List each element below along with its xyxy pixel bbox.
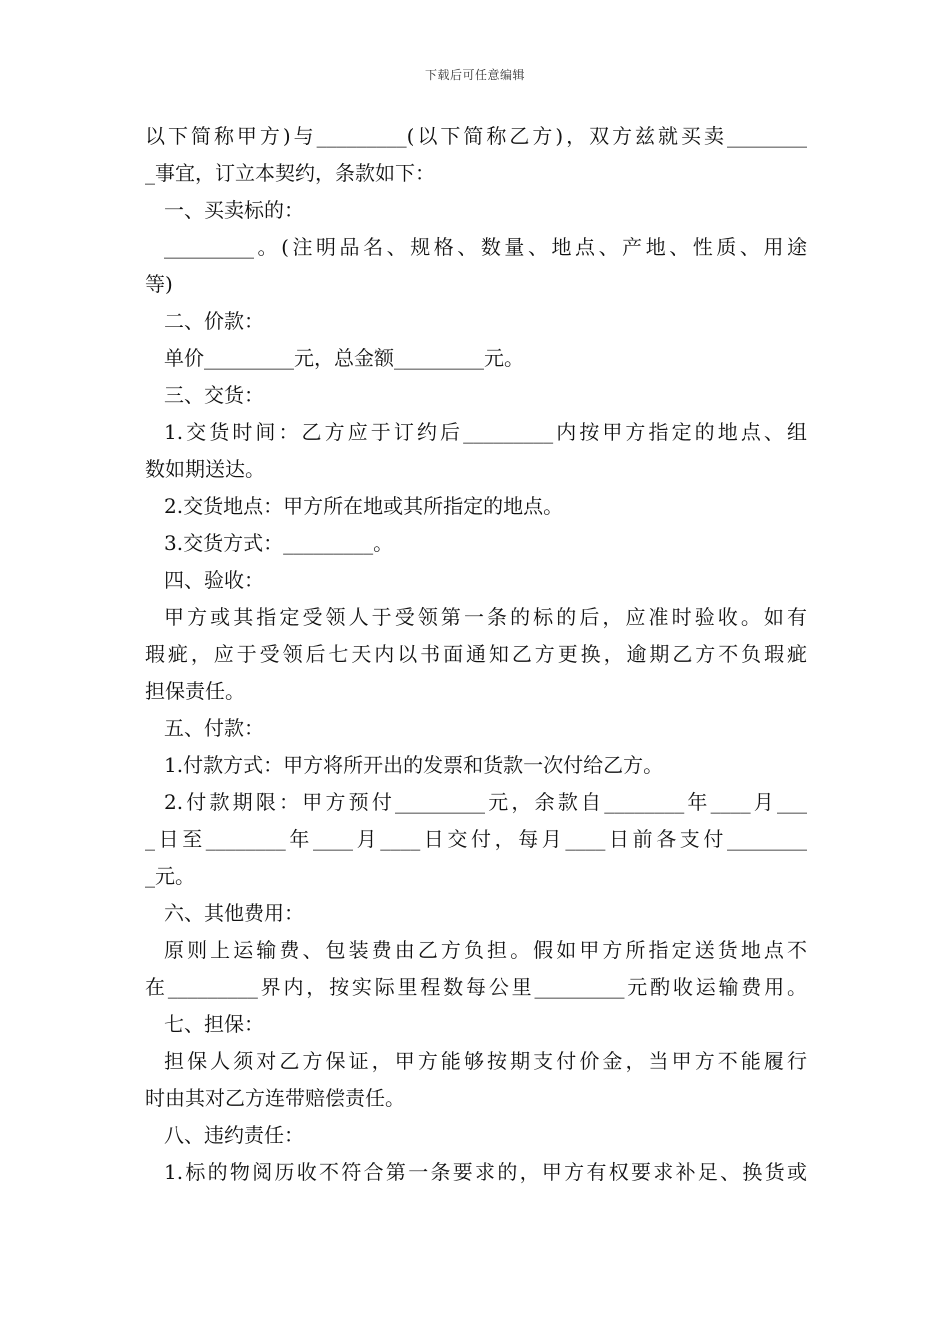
contract-line: 单价_________元，总金额_________元。 (164, 346, 524, 370)
contract-line: 1.付款方式：甲方将所开出的发票和货款一次付给乙方。 (164, 753, 664, 777)
contract-line: 等) (145, 272, 173, 296)
contract-line: 三、交货： (164, 383, 264, 407)
contract-line: 1.交货时间：乙方应于订约后_________内按甲方指定的地点、组 (164, 420, 807, 444)
contract-line: 以下简称甲方)与_________(以下简称乙方)，双方兹就买卖________ (145, 124, 807, 148)
contract-line: 担保人须对乙方保证，甲方能够按期支付价金，当甲方不能履行 (164, 1049, 807, 1073)
contract-line: 在_________界内，按实际里程数每公里_________元酌收运输费用。 (145, 975, 807, 999)
contract-line: 1.标的物阅历收不符合第一条要求的，甲方有权要求补足、换货或 (164, 1160, 807, 1184)
contract-line: 2.交货地点：甲方所在地或其所指定的地点。 (164, 494, 564, 518)
contract-line: _日至________年____月____日交付，每月____日前各支付________ (145, 827, 807, 851)
contract-body (145, 118, 807, 1191)
contract-line: 五、付款： (164, 716, 264, 740)
page-header-note: 下载后可任意编辑 (424, 68, 525, 82)
contract-line: 一、买卖标的： (164, 198, 304, 222)
contract-line: 甲方或其指定受领人于受领第一条的标的后，应准时验收。如有 (164, 605, 807, 629)
contract-line: _元。 (145, 864, 195, 888)
contract-line: _事宜，订立本契约，条款如下： (145, 161, 435, 185)
contract-line: 担保责任。 (145, 679, 245, 703)
contract-line: 2.付款期限：甲方预付_________元，余款自________年____月___ (164, 790, 807, 814)
contract-line: 原则上运输费、包装费由乙方负担。假如甲方所指定送货地点不 (164, 938, 807, 962)
contract-line: 瑕疵，应于受领后七天内以书面通知乙方更换，逾期乙方不负瑕疵 (145, 642, 807, 666)
contract-line: 四、验收： (164, 568, 264, 592)
contract-line: 数如期送达。 (145, 457, 265, 481)
contract-line: 七、担保： (164, 1012, 264, 1036)
contract-line: 六、其他费用： (164, 901, 304, 925)
contract-line: 八、违约责任： (164, 1123, 304, 1147)
contract-line: 时由其对乙方连带赔偿责任。 (145, 1086, 405, 1110)
contract-line: 二、价款： (164, 309, 264, 333)
contract-line: _________。(注明品名、规格、数量、地点、产地、性质、用途 (164, 235, 807, 259)
contract-line: 3.交货方式：_________。 (164, 531, 394, 555)
